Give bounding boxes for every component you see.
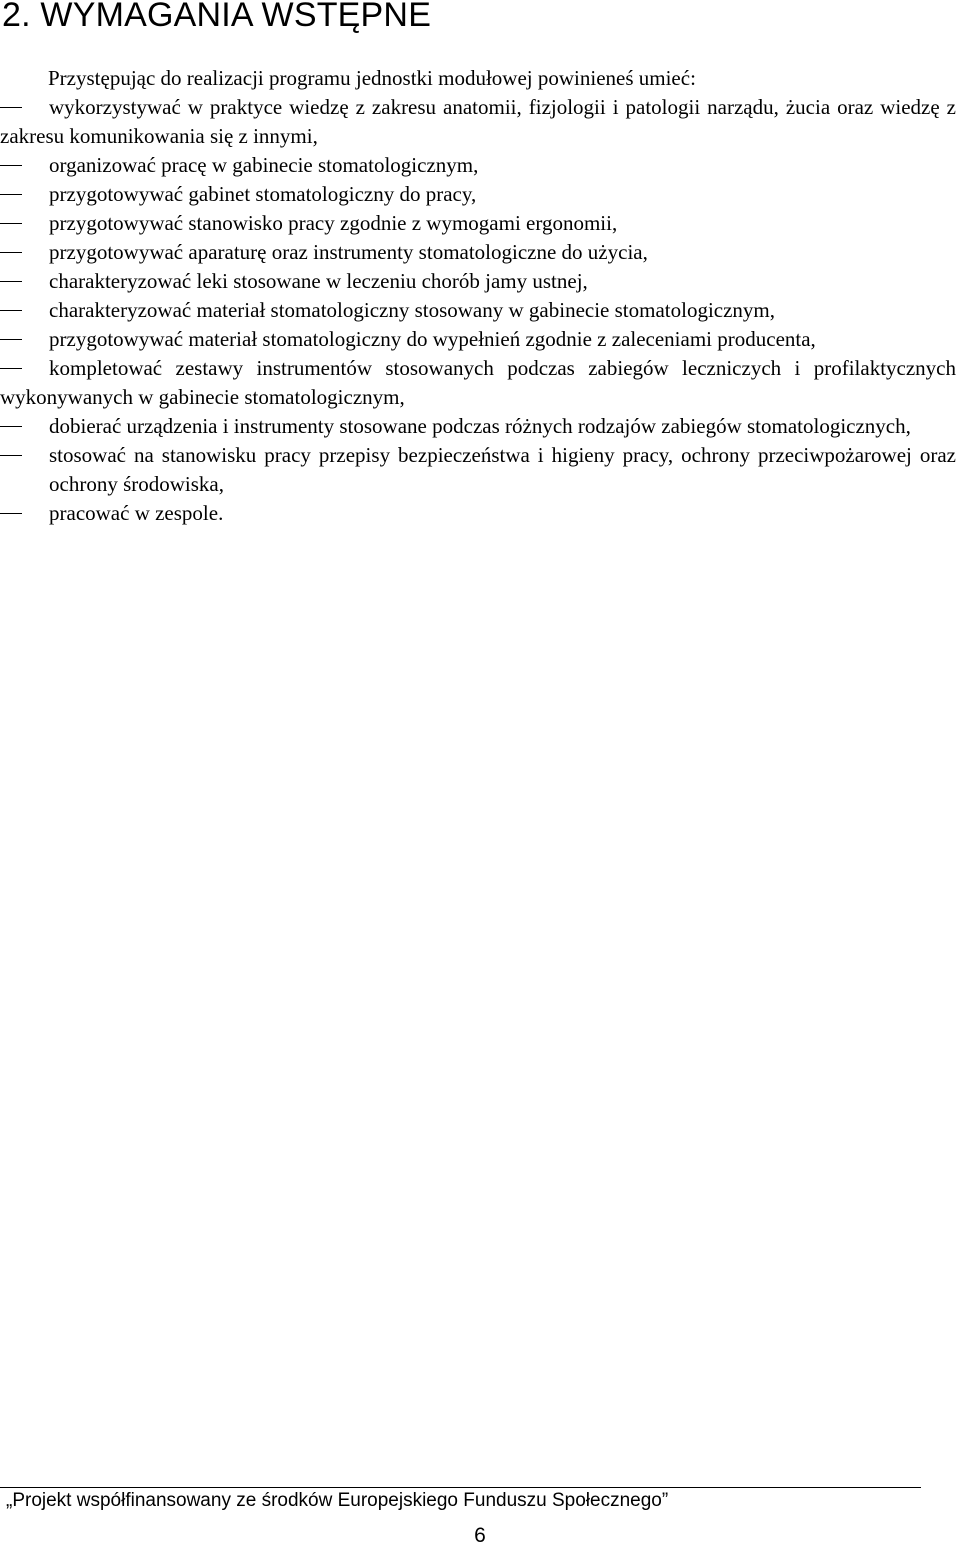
list-item bbox=[0, 412, 956, 441]
list-item bbox=[0, 267, 956, 296]
list-item-text: przygotowywać aparaturę oraz instrumenty stomatologiczne do użycia, bbox=[49, 240, 648, 264]
list-item-text: charakteryzować leki stosowane w leczeniu chorób jamy ustnej, bbox=[49, 269, 588, 293]
section-heading: 2. WYMAGANIA WSTĘPNE bbox=[2, 0, 432, 34]
list-item-text: przygotowywać materiał stomatologiczny do wypełnień zgodnie z zaleceniami producenta, bbox=[49, 327, 816, 351]
list-item bbox=[0, 180, 956, 209]
dash-bullet-icon bbox=[0, 165, 22, 166]
dash-bullet-icon bbox=[0, 107, 22, 108]
list-item-text: dobierać urządzenia i instrumenty stosowane podczas różnych rodzajów zabiegów stomatologicznych, bbox=[49, 414, 911, 438]
intro-text: Przystępując do realizacji programu jednostki modułowej powinieneś umieć: bbox=[48, 66, 696, 90]
list-item-text: przygotowywać stanowisko pracy zgodnie z wymogami ergonomii, bbox=[49, 211, 618, 235]
list-item-text: pracować w zespole. bbox=[49, 501, 224, 525]
dash-bullet-icon bbox=[0, 223, 22, 224]
dash-bullet-icon bbox=[0, 426, 22, 427]
list-item bbox=[0, 93, 956, 151]
list-item-text: stosować na stanowisku pracy przepisy bezpieczeństwa i higieny pracy, ochrony przeciwpożarowej oraz ochrony środowiska, bbox=[49, 443, 956, 496]
footer-divider bbox=[0, 1487, 921, 1488]
dash-bullet-icon bbox=[0, 281, 22, 282]
list-item bbox=[0, 238, 956, 267]
requirements-list bbox=[0, 93, 956, 528]
page-number: 6 bbox=[474, 1524, 486, 1547]
list-item bbox=[0, 499, 956, 528]
list-item-text: charakteryzować materiał stomatologiczny stosowany w gabinecie stomatologicznym, bbox=[49, 298, 776, 322]
list-item-text: kompletować zestawy instrumentów stosowanych podczas zabiegów leczniczych i profilaktycznych wykonywanych w gabinecie stomatologicznym, bbox=[0, 356, 956, 409]
dash-bullet-icon bbox=[0, 455, 22, 456]
list-item bbox=[0, 441, 956, 499]
list-item bbox=[0, 151, 956, 180]
list-item bbox=[0, 354, 956, 412]
dash-bullet-icon bbox=[0, 368, 22, 369]
list-item-text: wykorzystywać w praktyce wiedzę z zakresu anatomii, fizjologii i patologii narządu, żucia oraz wiedzę z zakresu komunikowania się z innymi, bbox=[0, 95, 956, 148]
footer-funding-note: „Projekt współfinansowany ze środków Europejskiego Funduszu Społecznego” bbox=[6, 1490, 669, 1511]
list-item bbox=[0, 325, 956, 354]
list-item-text: przygotowywać gabinet stomatologiczny do pracy, bbox=[49, 182, 477, 206]
list-item bbox=[0, 296, 956, 325]
dash-bullet-icon bbox=[0, 339, 22, 340]
dash-bullet-icon bbox=[0, 252, 22, 253]
dash-bullet-icon bbox=[0, 513, 22, 514]
dash-bullet-icon bbox=[0, 194, 22, 195]
section-body bbox=[0, 64, 956, 528]
dash-bullet-icon bbox=[0, 310, 22, 311]
list-item-text: organizować pracę w gabinecie stomatologicznym, bbox=[49, 153, 479, 177]
list-item bbox=[0, 209, 956, 238]
